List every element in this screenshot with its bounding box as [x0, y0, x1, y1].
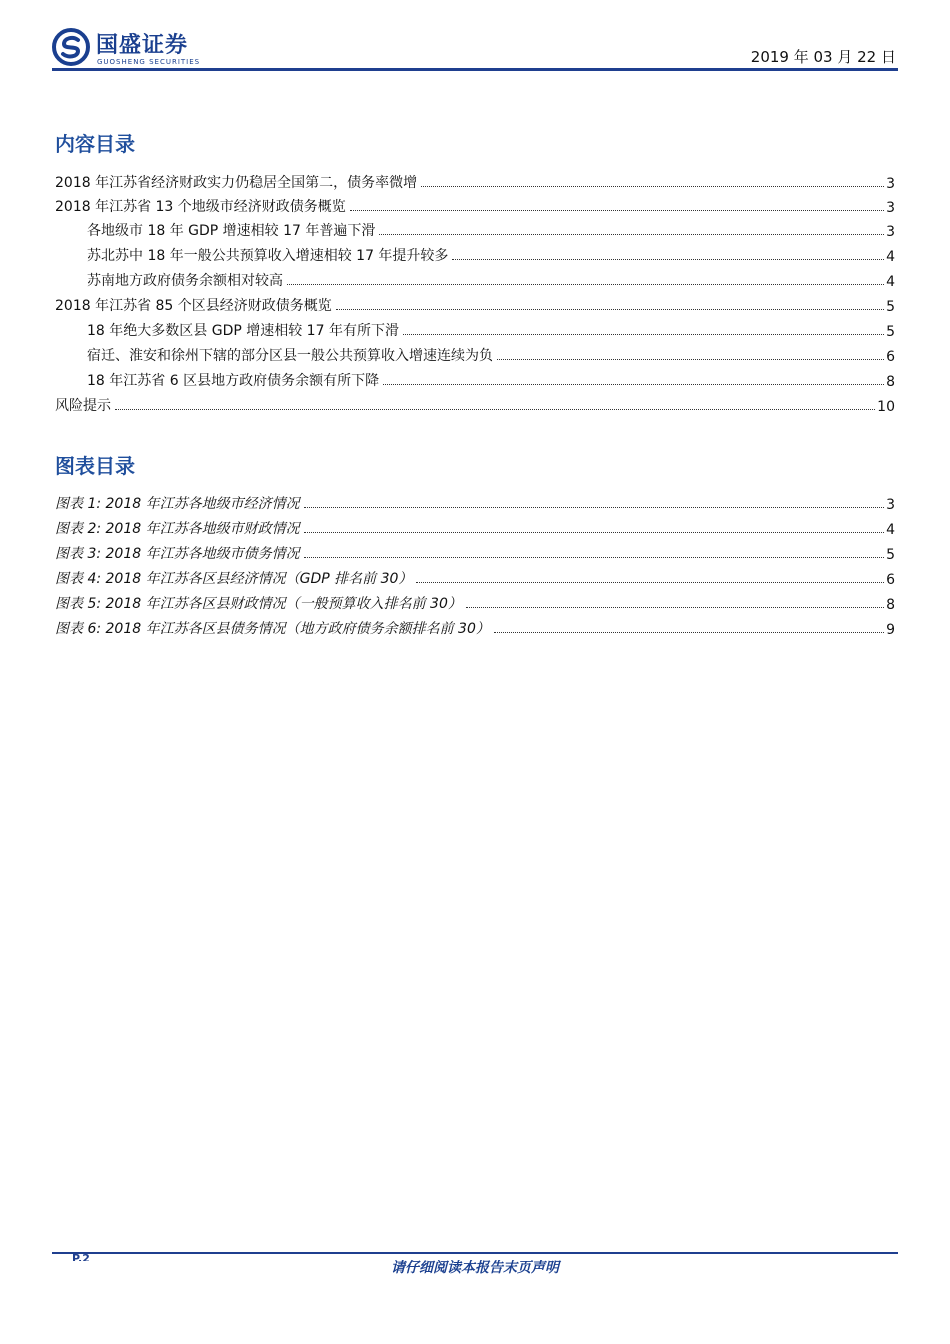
toc-subitem[interactable]	[87, 343, 895, 365]
toc-item-text: 2018 年江苏省 85 个区县经济财政债务概览	[55, 298, 332, 314]
toc-subitem[interactable]	[87, 243, 895, 265]
figure-item-text: 图表 5: 2018 年江苏各区县财政情况（一般预算收入排名前 30）	[55, 596, 462, 612]
figure-item[interactable]	[55, 616, 895, 638]
toc-item-text: 风险提示	[55, 398, 111, 414]
footer-divider	[52, 1252, 898, 1254]
figure-item-text: 图表 3: 2018 年江苏各地级市债务情况	[55, 546, 300, 562]
toc-subitem[interactable]	[87, 368, 895, 390]
leader-dots	[466, 607, 884, 608]
logo-text-en: GUOSHENG SECURITIES	[97, 58, 201, 66]
figure-item[interactable]	[55, 516, 895, 538]
toc-item-page: 3	[886, 224, 895, 240]
figure-item-page: 5	[886, 547, 895, 563]
leader-dots	[494, 632, 884, 633]
toc-item-text: 18 年江苏省 6 区县地方政府债务余额有所下降	[87, 373, 380, 389]
leader-dots	[497, 359, 884, 360]
toc-item-page: 3	[886, 200, 895, 216]
header-divider	[52, 68, 898, 71]
leader-dots	[421, 186, 884, 187]
leader-dots	[379, 234, 884, 235]
figure-item[interactable]	[55, 541, 895, 563]
figure-item[interactable]	[55, 566, 895, 588]
toc-item-text: 2018 年江苏省 13 个地级市经济财政债务概览	[55, 199, 346, 215]
toc-item-page: 5	[886, 299, 895, 315]
toc-item[interactable]	[55, 170, 895, 192]
toc-item-page: 6	[886, 349, 895, 365]
leader-dots	[336, 309, 884, 310]
leader-dots	[350, 210, 884, 211]
leader-dots	[416, 582, 884, 583]
toc-item-page: 4	[886, 274, 895, 290]
leader-dots	[304, 532, 884, 533]
toc-item-text: 各地级市 18 年 GDP 增速相较 17 年普遍下滑	[87, 223, 376, 239]
toc-item-text: 宿迁、淮安和徐州下辖的部分区县一般公共预算收入增速连续为负	[87, 348, 493, 364]
toc-item-text: 2018 年江苏省经济财政实力仍稳居全国第二，债务率微增	[55, 175, 418, 191]
figure-item-page: 6	[886, 572, 895, 588]
toc-item-page: 10	[877, 399, 895, 415]
toc-item-page: 3	[886, 176, 895, 192]
figure-item-page: 4	[886, 522, 895, 538]
toc-subitem[interactable]	[87, 218, 895, 240]
toc-item-text: 苏南地方政府债务余额相对较高	[87, 273, 283, 289]
toc-item-text: 18 年绝大多数区县 GDP 增速相较 17 年有所下滑	[87, 323, 399, 339]
toc-item[interactable]	[55, 393, 895, 415]
figure-item-text: 图表 6: 2018 年江苏各区县债务情况（地方政府债务余额排名前 30）	[55, 621, 490, 637]
figure-item-page: 9	[886, 622, 895, 638]
toc-subitem[interactable]	[87, 268, 895, 290]
figure-item[interactable]	[55, 591, 895, 613]
page-header	[52, 24, 898, 74]
leader-dots	[383, 384, 884, 385]
figure-item-text: 图表 4: 2018 年江苏各区县经济情况（GDP 排名前 30）	[55, 571, 413, 587]
disclaimer-note: 请仔细阅读本报告末页声明	[391, 1260, 559, 1276]
figure-item-text: 图表 1: 2018 年江苏各地级市经济情况	[55, 496, 300, 512]
leader-dots	[287, 284, 884, 285]
report-date: 2019 年 03 月 22 日	[750, 48, 896, 66]
toc-item[interactable]	[55, 194, 895, 216]
toc-item-page: 5	[886, 324, 895, 340]
logo-text-cn: 国盛证券	[96, 33, 189, 58]
figure-item[interactable]	[55, 491, 895, 513]
leader-dots	[403, 334, 884, 335]
leader-dots	[304, 507, 884, 508]
toc-item-text: 苏北苏中 18 年一般公共预算收入增速相较 17 年提升较多	[87, 248, 449, 264]
leader-dots	[452, 259, 884, 260]
toc-item-page: 8	[886, 374, 895, 390]
figure-item-text: 图表 2: 2018 年江苏各地级市财政情况	[55, 521, 300, 537]
toc-item[interactable]	[55, 293, 895, 315]
leader-dots	[115, 409, 875, 410]
toc-item-page: 4	[886, 249, 895, 265]
page-number: P.2	[72, 1252, 90, 1261]
contents-title: 内容目录	[55, 132, 135, 156]
logo-mark-icon	[52, 28, 90, 66]
figure-item-page: 3	[886, 497, 895, 513]
toc-subitem[interactable]	[87, 318, 895, 340]
figure-item-page: 8	[886, 597, 895, 613]
leader-dots	[304, 557, 884, 558]
figures-title: 图表目录	[55, 454, 135, 478]
